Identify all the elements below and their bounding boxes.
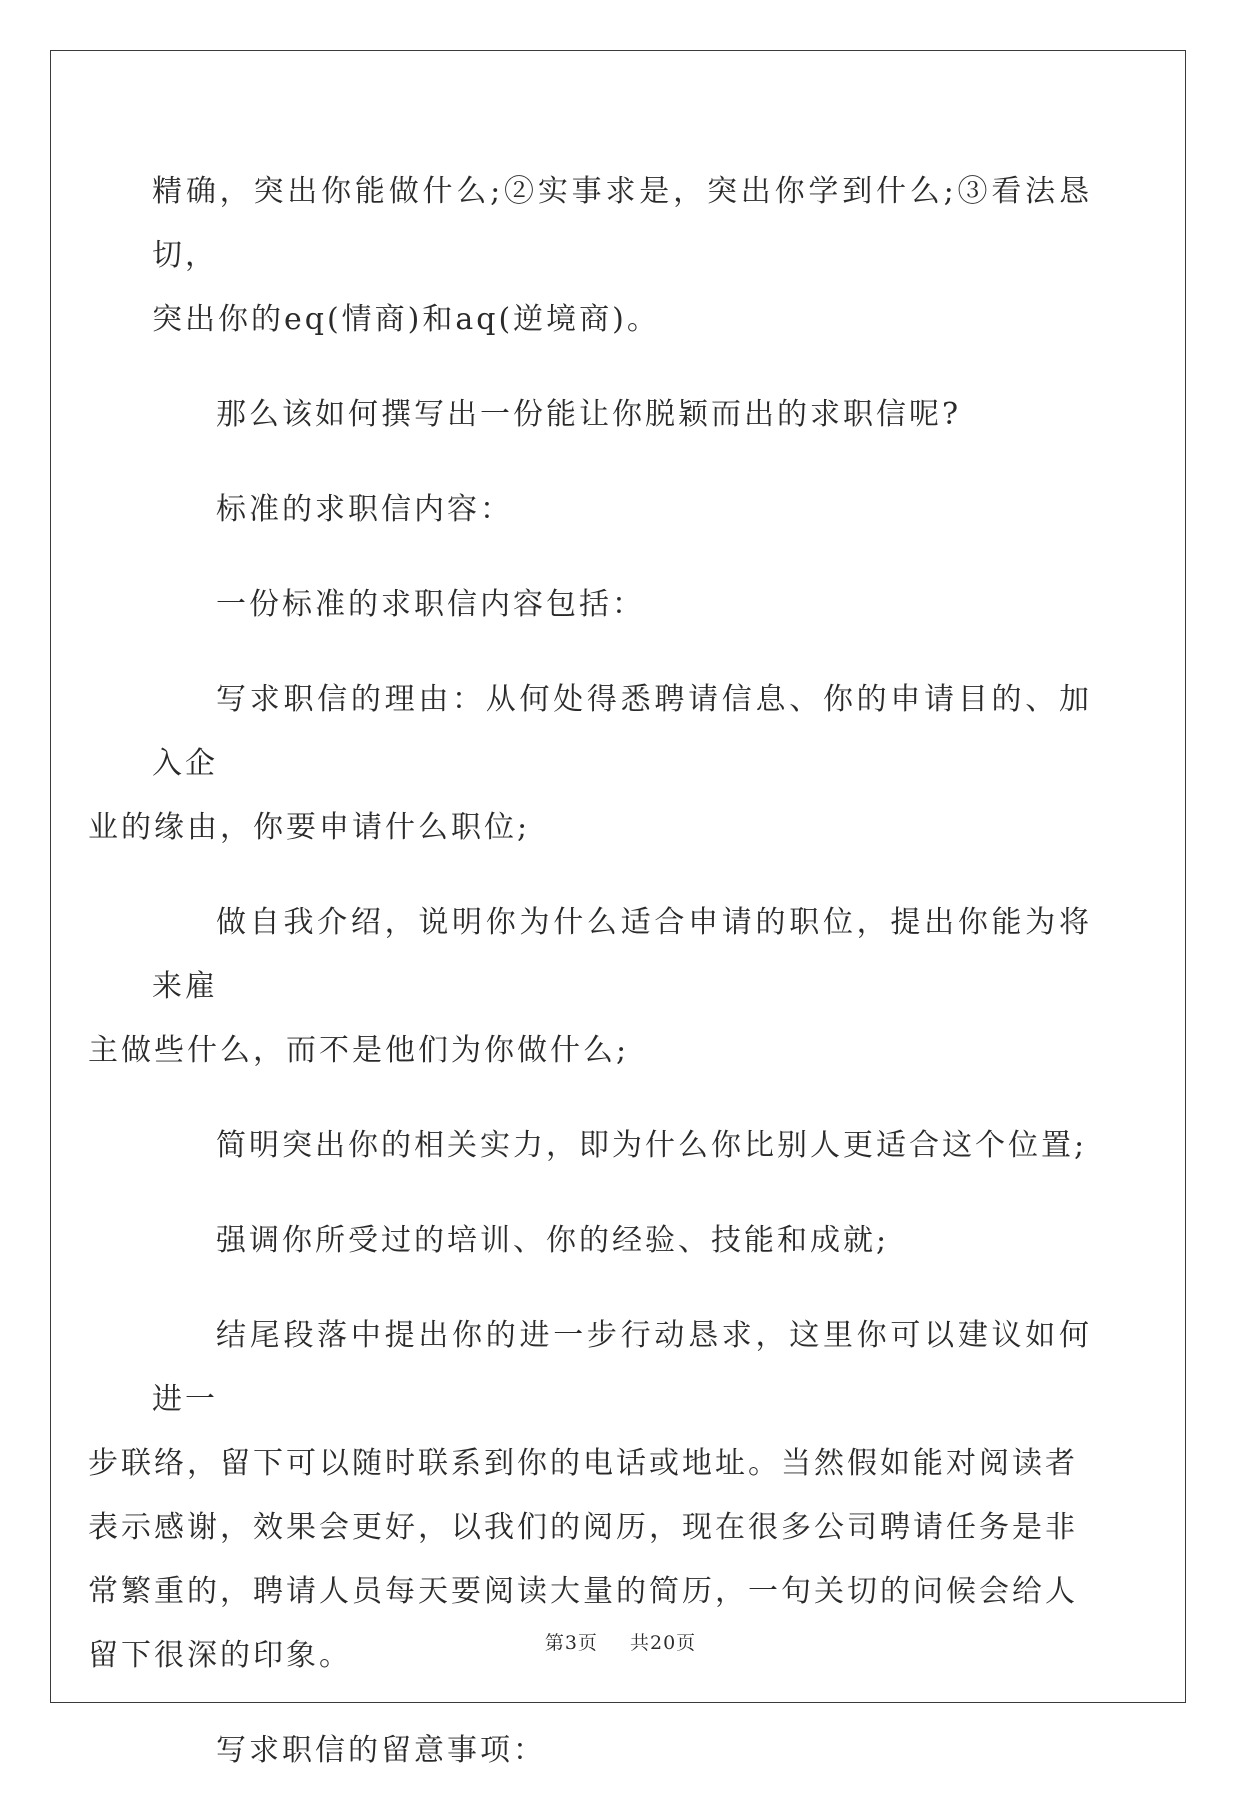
text-line: 常繁重的，聘请人员每天要阅读大量的简历，一句关切的问候会给人 bbox=[88, 1574, 1078, 1609]
page-footer bbox=[0, 1628, 1241, 1655]
text-line: 一份标准的求职信内容包括： bbox=[216, 587, 645, 622]
text-line: 步联络，留下可以随时联系到你的电话或地址。当然假如能对阅读者 bbox=[88, 1446, 1078, 1481]
text-line: 表示感谢，效果会更好，以我们的阅历，现在很多公司聘请任务是非 bbox=[88, 1510, 1078, 1545]
paragraph-5 bbox=[88, 668, 1092, 860]
page-number-label: 第3页 bbox=[544, 1632, 598, 1654]
text-line: 突出你的eq(情商)和aq(逆境商)。 bbox=[152, 302, 660, 337]
paragraph-10 bbox=[152, 1719, 1092, 1783]
text-line: 强调你所受过的培训、你的经验、技能和成就; bbox=[216, 1223, 890, 1258]
total-pages-label: 共20页 bbox=[630, 1632, 697, 1654]
paragraph-6 bbox=[88, 891, 1092, 1083]
paragraph-8 bbox=[152, 1209, 1092, 1273]
text-line: 结尾段落中提出你的进一步行动恳求，这里你可以建议如何进一 bbox=[152, 1318, 1092, 1417]
paragraph-3 bbox=[152, 478, 1092, 542]
text-line: 业的缘由，你要申请什么职位; bbox=[88, 810, 531, 845]
paragraph-7 bbox=[152, 1114, 1092, 1178]
paragraph-2 bbox=[152, 383, 1092, 447]
text-line: 主做些什么，而不是他们为你做什么; bbox=[88, 1033, 630, 1068]
text-line: 写求职信的理由：从何处得悉聘请信息、你的申请目的、加入企 bbox=[152, 682, 1092, 781]
text-line: 留下很深的印象。 bbox=[88, 1638, 352, 1673]
text-line: 做自我介绍，说明你为什么适合申请的职位，提出你能为将来雇 bbox=[152, 905, 1092, 1004]
text-line: 写求职信的留意事项： bbox=[216, 1733, 546, 1768]
text-line: 标准的求职信内容： bbox=[216, 492, 513, 527]
text-line: 简明突出你的相关实力，即为什么你比别人更适合这个位置; bbox=[216, 1128, 1088, 1163]
paragraph-1 bbox=[152, 160, 1092, 352]
text-line: 那么该如何撰写出一份能让你脱颖而出的求职信呢? bbox=[216, 397, 962, 432]
text-line: 精确，突出你能做什么;②实事求是，突出你学到什么;③看法恳切， bbox=[152, 174, 1092, 273]
document-body bbox=[88, 160, 1092, 1814]
paragraph-4 bbox=[152, 573, 1092, 637]
